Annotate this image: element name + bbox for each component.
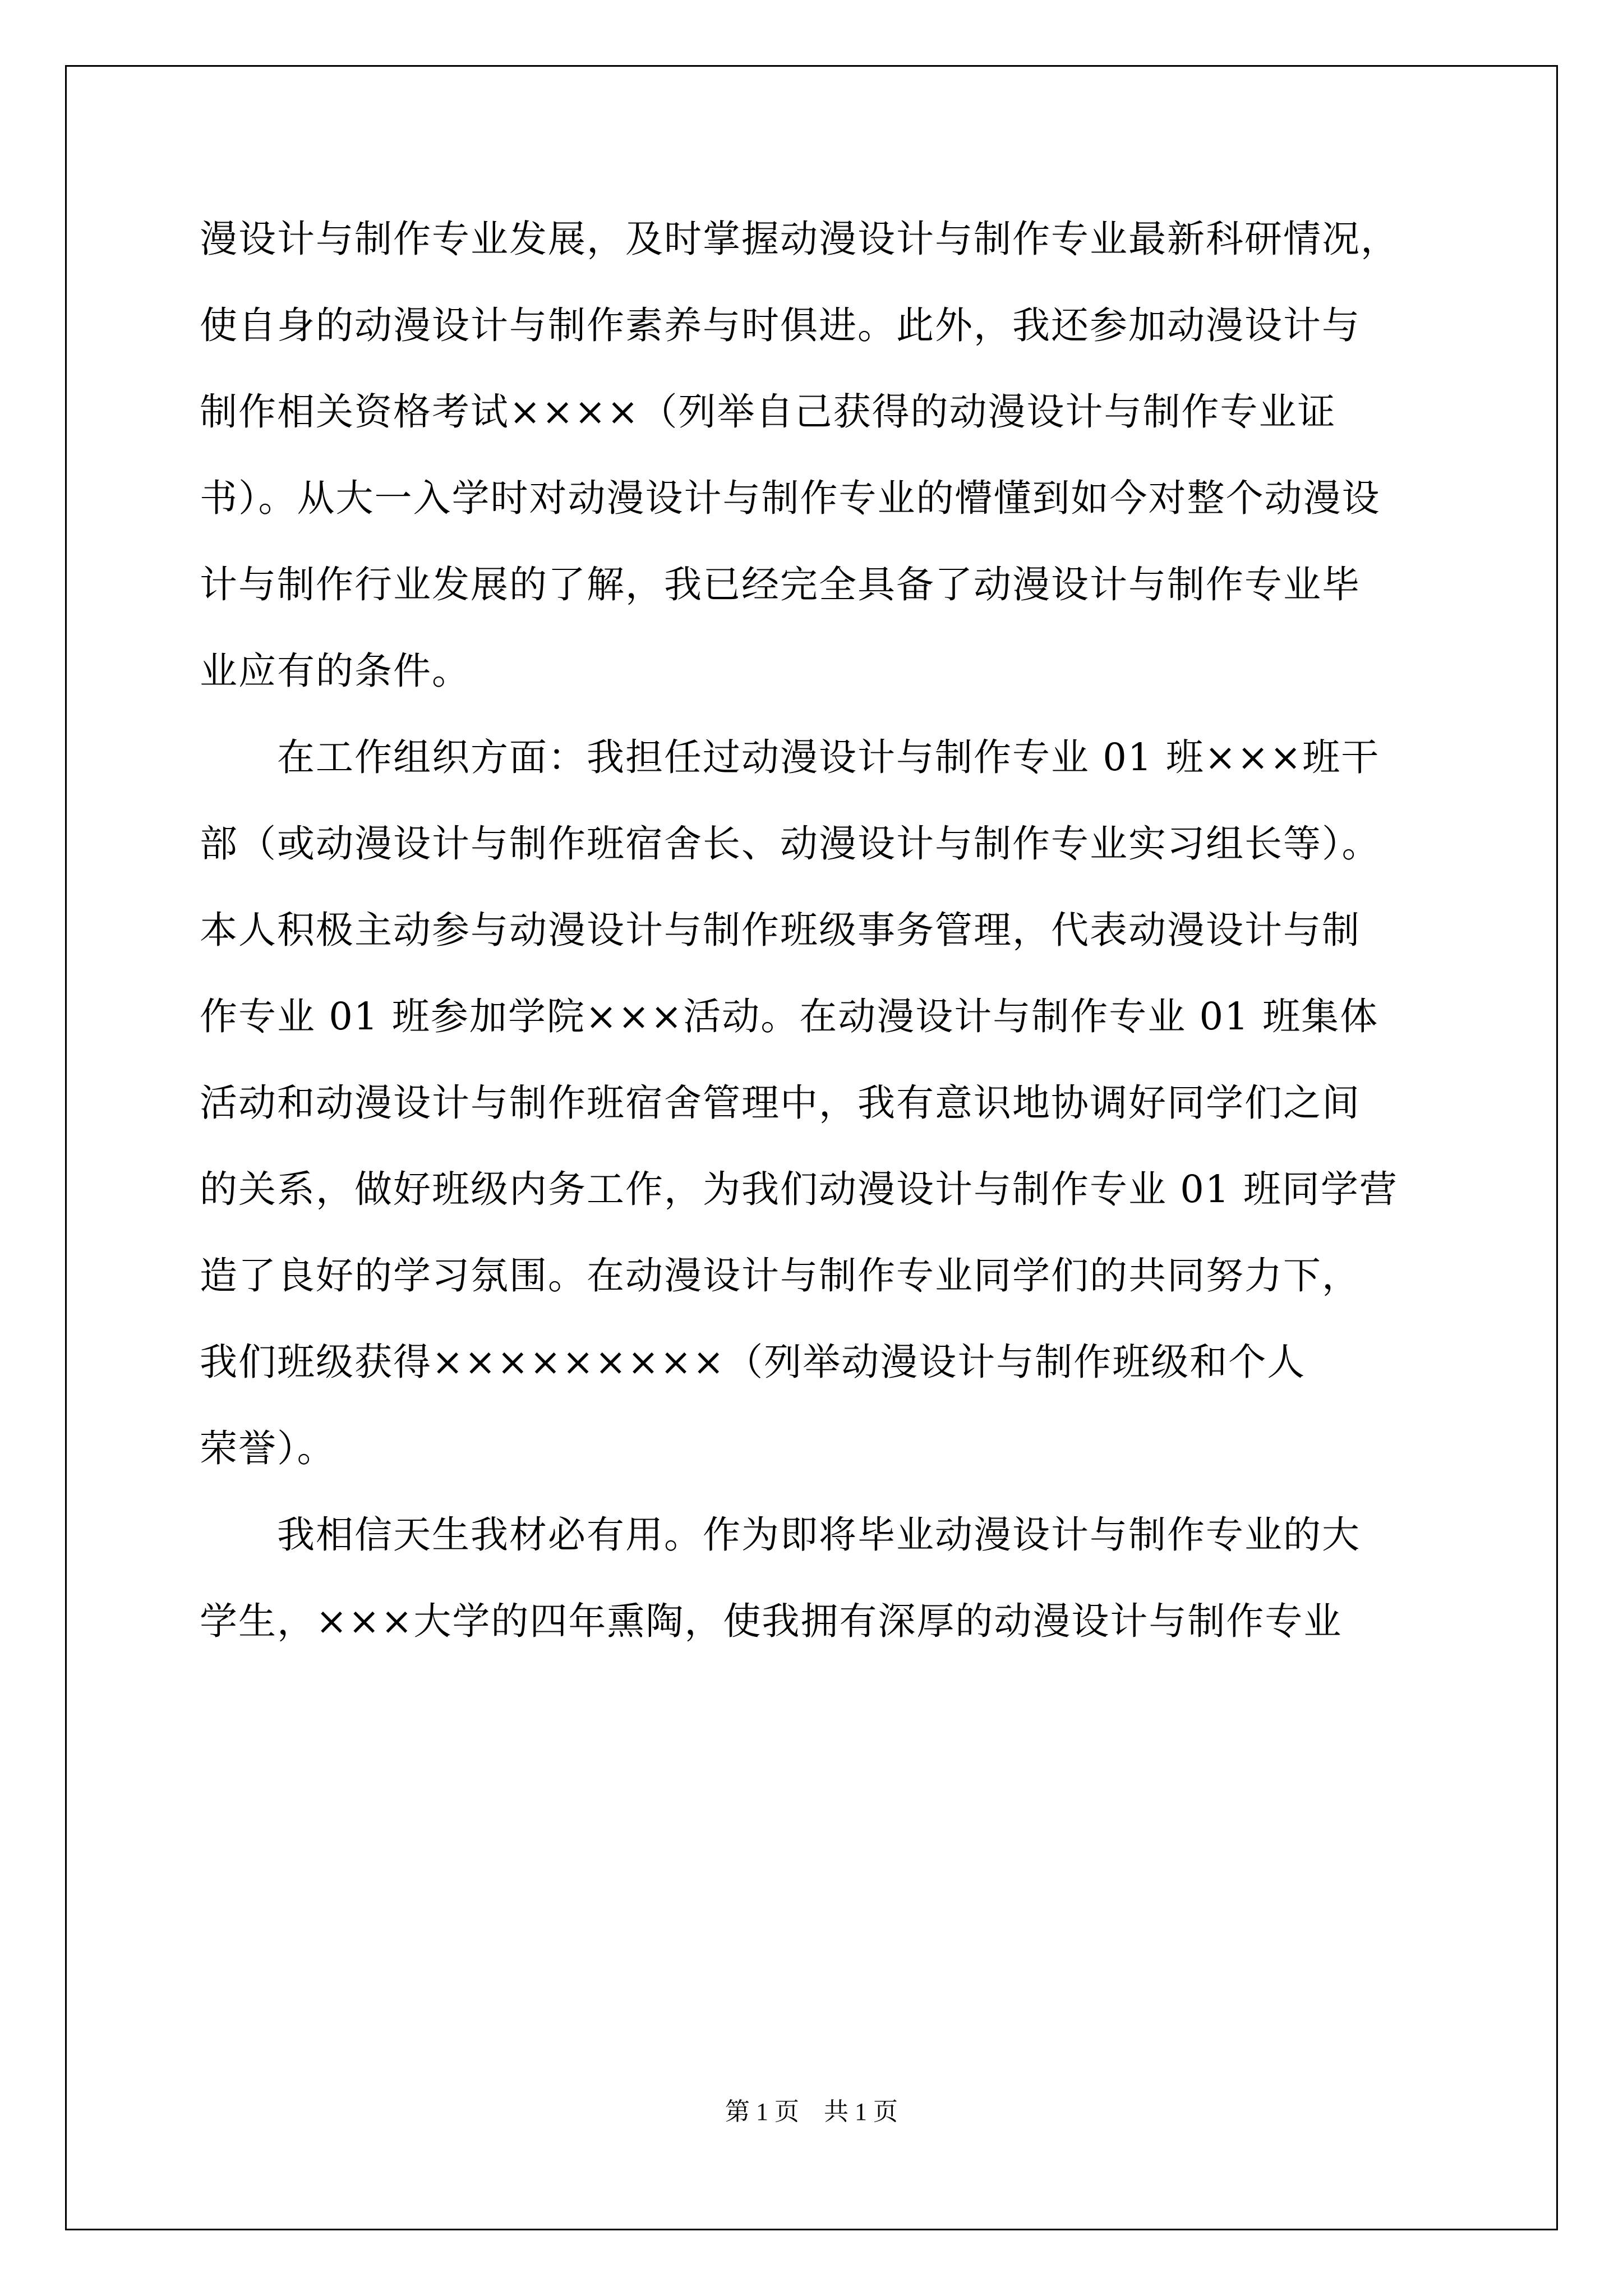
text-line-12: 的关系，做好班级内务工作，为我们动漫设计与制作专业 01 班同学营 [200,1167,1398,1211]
text-line-6: 业应有的条件。 [200,649,471,693]
text-line-2: 使自身的动漫设计与制作素养与时俱进。此外，我还参加动漫设计与 [200,303,1361,347]
text-line-16: 我相信天生我材必有用。作为即将毕业动漫设计与制作专业的大 [200,1513,1361,1557]
text-line-5: 计与制作行业发展的了解，我已经完全具备了动漫设计与制作专业毕 [200,563,1361,606]
text-line-4: 书）。从大一入学时对动漫设计与制作专业的懵懂到如今对整个动漫设 [200,476,1381,520]
text-line-9: 本人积极主动参与动漫设计与制作班级事务管理，代表动漫设计与制 [200,908,1361,952]
text-line-14: 我们班级获得×××××××××（列举动漫设计与制作班级和个人 [200,1340,1306,1384]
text-line-11: 活动和动漫设计与制作班宿舍管理中，我有意识地协调好同学们之间 [200,1081,1361,1125]
document-body [200,211,1428,1680]
text-line-10: 作专业 01 班参加学院×××活动。在动漫设计与制作专业 01 班集体 [200,995,1379,1038]
text-line-8: 部（或动漫设计与制作班宿舍长、动漫设计与制作专业实习组长等）。 [200,822,1381,866]
text-line-3: 制作相关资格考试××××（列举自己获得的动漫设计与制作专业证 [200,390,1336,434]
text-line-13: 造了良好的学习氛围。在动漫设计与制作专业同学们的共同努力下， [200,1254,1361,1297]
text-line-1: 漫设计与制作专业发展，及时掌握动漫设计与制作专业最新科研情况， [200,217,1399,261]
page-number-footer: 第 1 页 共 1 页 [725,2098,898,2125]
text-line-7: 在工作组织方面：我担任过动漫设计与制作专业 01 班×××班干 [200,735,1380,779]
text-line-15: 荣誉）。 [200,1427,336,1470]
text-line-17: 学生，×××大学的四年熏陶，使我拥有深厚的动漫设计与制作专业 [200,1599,1343,1643]
